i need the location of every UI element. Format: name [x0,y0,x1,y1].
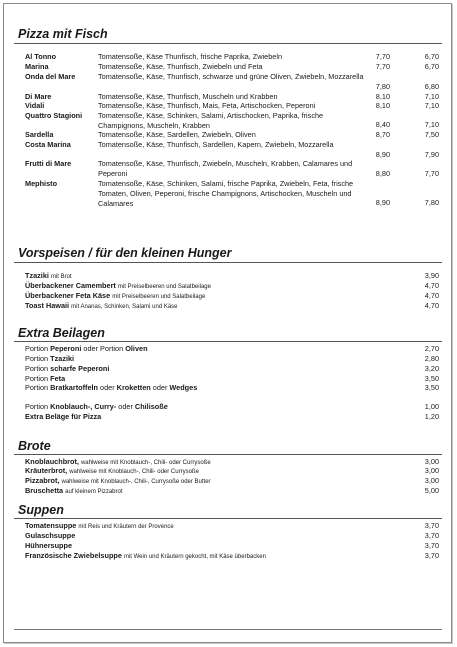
section-rule [14,262,442,263]
item-price: 5,00 [424,486,439,495]
item-name: Bruschetta [25,486,64,495]
item-name: Bratkartoffeln [50,383,98,392]
item-name: Al Tonno [25,52,57,61]
item-description: Tomatensoße, Käse Thunfisch, frische Paprika, Zwiebeln [98,52,282,61]
section-title-beilagen: Extra Beilagen [18,326,105,340]
item-name: Quattro Stagioni [25,111,83,120]
list-item [25,383,439,393]
section-title-brote: Brote [18,439,51,453]
section-rule [14,43,442,44]
item-name: scharfe Peperoni [50,364,110,373]
portion-label: Portion [25,402,49,411]
item-name: Kroketten [116,383,151,392]
connector-text: oder [152,383,168,392]
item-price-small: 7,10 [424,92,439,101]
item-price-large: 8,70 [375,130,390,139]
item-price: 3,00 [424,476,439,485]
list-item [25,486,439,496]
item-name: Marina [25,62,49,71]
item-price: 3,00 [424,457,439,466]
portion-label: Portion [25,374,49,383]
item-detail: mit Brot [50,274,72,280]
item-detail: auf kleinem Pizzabrot [65,489,123,495]
list-item [25,412,439,422]
item-price-small: 7,10 [424,120,439,129]
item-name: Sardella [25,130,54,139]
item-detail: mit Preiselbeeren und Salatbeilage [117,284,211,290]
item-name: Tzaziki [50,354,75,363]
item-price: 3,00 [424,466,439,475]
item-price-large: 7,70 [375,52,390,61]
item-name: Kräuterbrot, [25,466,68,475]
item-price: 4,70 [424,291,439,300]
item-name: Tzaziki [25,271,49,280]
item-detail: mit Preiselbeeren und Salatbeilage [112,294,206,300]
section-rule [14,341,442,342]
item-description: Tomatensoße, Käse, Thunfisch, Sardellen, Kapern, Zwiebeln, Mozzarella [98,140,334,149]
item-price-large: 8,10 [375,92,390,101]
item-name: Französische Zwiebelsuppe [25,551,122,560]
item-price: 4,70 [424,281,439,290]
item-price: 1,00 [424,402,439,411]
item-name: Peperoni [50,344,82,353]
item-name: Chilisoße [134,402,168,411]
portion-label: Portion [25,344,49,353]
item-price-small: 7,90 [424,150,439,159]
connector-text: oder [100,383,115,392]
item-price: 3,70 [424,531,439,540]
item-detail: wahlweise mit Knoblauch-, Chili-, Currysoße oder Butter [61,479,211,485]
section-rule [14,518,442,519]
item-name: Wedges [169,383,198,392]
item-price-small: 6,70 [424,52,439,61]
connector-text: oder Portion [83,344,124,353]
section-title-vorspeisen: Vorspeisen / für den kleinen Hunger [18,246,232,260]
item-name: Frutti di Mare [25,159,72,168]
list-item [25,364,439,374]
item-price: 2,80 [424,354,439,363]
list-item [25,551,439,561]
item-price-large: 8,80 [375,169,390,178]
item-name: Hühnersuppe [25,541,73,550]
bottom-rule [14,629,442,630]
item-price: 4,70 [424,301,439,310]
item-price: 3,20 [424,364,439,373]
item-description: Tomatensoße, Käse, Schinken, Salami, frische Paprika, Zwiebeln, Feta, frische Tomaten, Oliven, Peperoni, frische Champignons, Artischocken, Muscheln und Calamares [98,179,354,208]
item-price: 2,70 [424,344,439,353]
section-title-pizza-fisch: Pizza mit Fisch [18,27,108,41]
list-item [25,541,439,551]
item-name: Überbackener Camembert [25,281,116,290]
item-name: Onda del Mare [25,72,76,81]
item-name: Knoblauch-, Curry- [50,402,117,411]
item-price: 3,50 [424,383,439,392]
list-item [25,301,439,311]
item-description: Tomatensoße, Käse, Thunfisch, Mais, Feta, Artischocken, Peperoni [98,101,316,110]
item-price: 3,90 [424,271,439,280]
item-name: Oliven [125,344,148,353]
list-item [25,344,439,354]
item-price: 3,70 [424,521,439,530]
item-name: Knoblauchbrot, [25,457,79,466]
list-item [25,291,439,301]
item-name: Costa Marina [25,140,71,149]
item-price: 3,50 [424,374,439,383]
item-price-small: 6,80 [424,82,439,91]
list-item [25,531,439,541]
item-price-large: 8,10 [375,101,390,110]
item-price-small: 7,10 [424,101,439,110]
item-price-large: 8,90 [375,198,390,207]
item-price-small: 7,70 [424,169,439,178]
item-detail: wahlweise mit Knoblauch-, Chili- oder Currysoße [69,469,199,475]
connector-text: oder [118,402,133,411]
item-detail: mit Ananas, Schinken, Salami und Käse [71,304,178,310]
item-description: Tomatensoße, Käse, Schinken, Salami, Artischocken, Paprika, frische Champignons, Muscheln, Krabben [98,111,324,130]
item-name: Mephisto [25,179,58,188]
item-description: Tomatensoße, Käse, Thunfisch, Zwiebeln und Feta [98,62,263,71]
portion-label: Portion [25,364,49,373]
item-name: Toast Hawaii [25,301,70,310]
item-price-small: 7,80 [424,198,439,207]
item-name: Überbackener Feta Käse [25,291,111,300]
portion-label: Portion [25,354,49,363]
item-description: Tomatensoße, Käse, Thunfisch, schwarze und grüne Oliven, Zwiebeln, Mozzarella [98,72,364,81]
item-name: Extra Beläge für Pizza [25,412,102,421]
item-description: Tomatensoße, Käse, Thunfisch, Zwiebeln, Muscheln, Krabben, Calamares und Peperoni [98,159,353,178]
item-name: Pizzabrot, [25,476,60,485]
item-name: Di Mare [25,92,52,101]
list-item [25,476,439,486]
item-price-large: 8,40 [375,120,390,129]
list-item [25,354,439,364]
item-price-large: 8,90 [375,150,390,159]
item-name: Vidali [25,101,45,110]
item-description: Tomatensoße, Käse, Thunfisch, Muscheln und Krabben [98,92,278,101]
portion-label: Portion [25,383,49,392]
section-rule [14,454,442,455]
item-detail: wahlweise mit Knoblauch-, Chili- oder Currysoße [80,460,211,466]
item-name: Gulaschsuppe [25,531,76,540]
item-name: Feta [50,374,66,383]
item-description: Tomatensoße, Käse, Sardellen, Zwiebeln, Oliven [98,130,256,139]
list-item [25,521,439,531]
item-price: 3,70 [424,541,439,550]
list-item [25,466,439,476]
section-title-suppen: Suppen [18,503,64,517]
list-item [25,402,439,412]
item-detail: mit Wein und Kräutern gekocht, mit Käse überbacken [123,554,266,560]
item-price: 1,20 [424,412,439,421]
list-item [25,271,439,281]
item-price-large: 7,70 [375,62,390,71]
item-price: 3,70 [424,551,439,560]
item-detail: mit Reis und Kräutern der Provence [78,524,174,530]
item-price-small: 6,70 [424,62,439,71]
list-item [25,281,439,291]
item-price-small: 7,50 [424,130,439,139]
item-price-large: 7,80 [375,82,390,91]
item-name: Tomatensuppe [25,521,77,530]
